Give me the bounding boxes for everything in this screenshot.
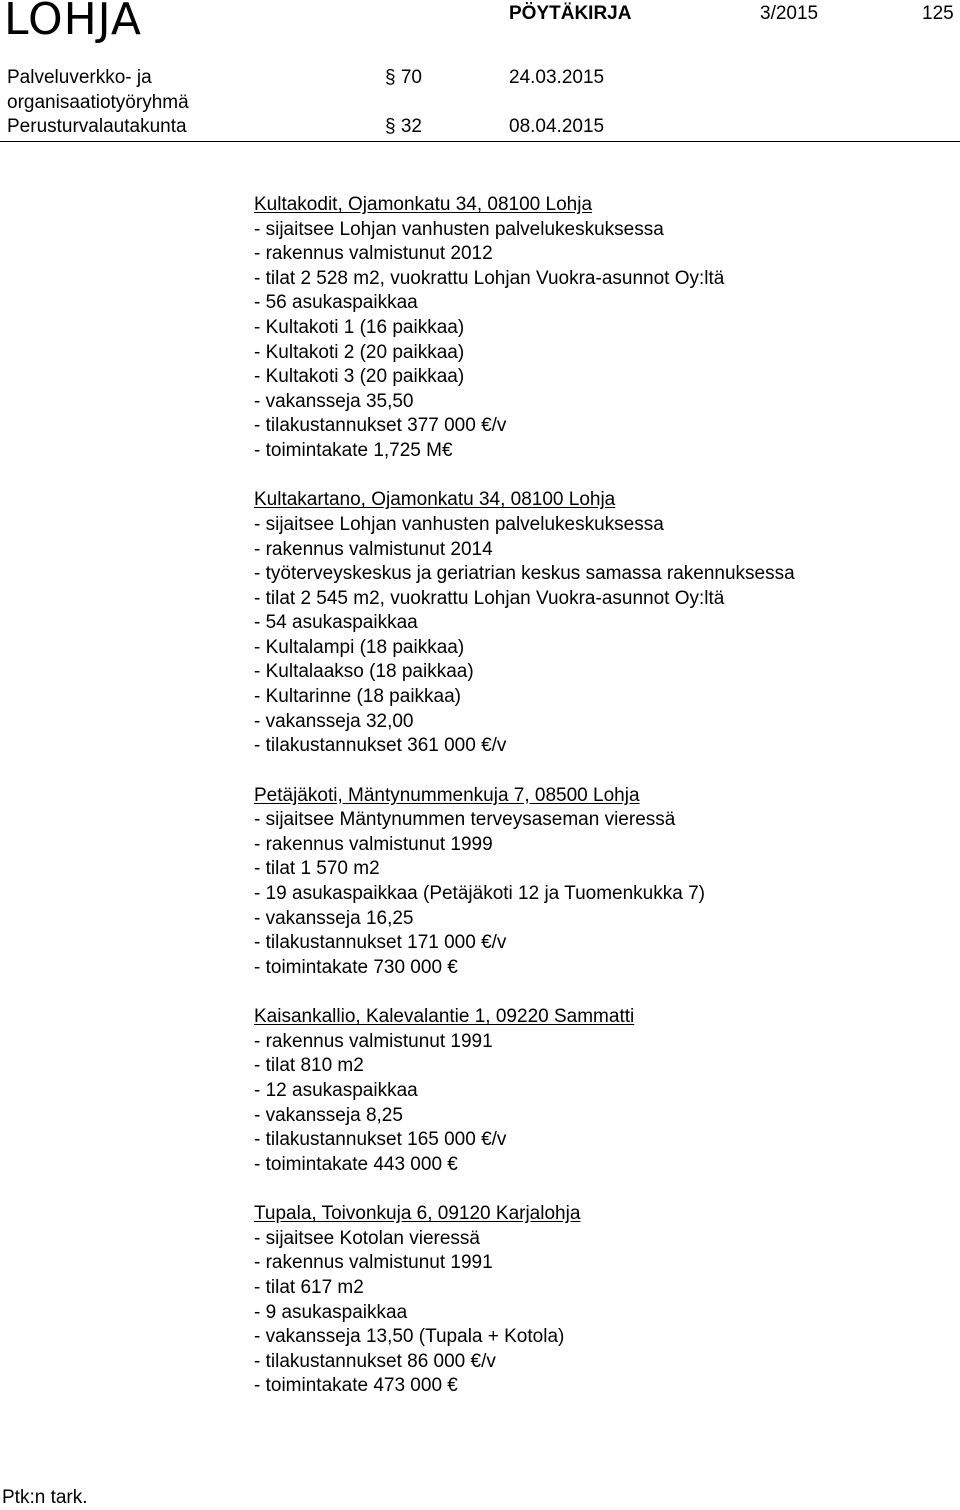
facility-detail-line: - tilat 617 m2 bbox=[254, 1276, 364, 1298]
facility-title: Kultakartano, Ojamonkatu 34, 08100 Lohja bbox=[254, 489, 616, 511]
header-logo: LOHJA bbox=[4, 0, 142, 45]
facility-detail-line: - tilakustannukset 377 000 €/v bbox=[254, 415, 507, 437]
facility-detail-line: - työterveyskeskus ja geriatrian keskus samassa rakennuksessa bbox=[254, 563, 795, 585]
facility-detail-line: - sijaitsee Kotolan vieressä bbox=[254, 1227, 480, 1249]
facility-block bbox=[254, 193, 944, 464]
facility-detail-line: - toimintakate 1,725 M€ bbox=[254, 439, 453, 461]
facility-detail-line: - toimintakate 730 000 € bbox=[254, 956, 458, 978]
facility-detail-line: - vakansseja 16,25 bbox=[254, 907, 414, 929]
facility-block bbox=[254, 1202, 944, 1399]
facility-block bbox=[254, 784, 944, 981]
facility-title: Petäjäkoti, Mäntynummenkuja 7, 08500 Lohja bbox=[254, 784, 640, 806]
facility-detail-line: - sijaitsee Lohjan vanhusten palvelukeskuksessa bbox=[254, 513, 664, 535]
facility-detail-line: - 19 asukaspaikkaa (Petäjäkoti 12 ja Tuomenkukka 7) bbox=[254, 883, 705, 905]
facility-detail-line: - rakennus valmistunut 1991 bbox=[254, 1030, 493, 1052]
facility-block bbox=[254, 488, 944, 759]
facility-detail-line: - 56 asukaspaikkaa bbox=[254, 292, 418, 314]
facility-detail-line: - vakansseja 35,50 bbox=[254, 390, 414, 412]
facility-title: Tupala, Toivonkuja 6, 09120 Karjalohja bbox=[254, 1203, 581, 1225]
facility-detail-line: - tilat 810 m2 bbox=[254, 1055, 364, 1077]
facility-title: Kaisankallio, Kalevalantie 1, 09220 Sammatti bbox=[254, 1006, 635, 1028]
facility-detail-line: - tilat 1 570 m2 bbox=[254, 858, 380, 880]
facility-detail-line: - Kultalaakso (18 paikkaa) bbox=[254, 661, 474, 683]
facility-detail-line: - tilakustannukset 361 000 €/v bbox=[254, 735, 507, 757]
facility-detail-line: - vakansseja 13,50 (Tupala + Kotola) bbox=[254, 1326, 565, 1348]
meta-section: § 70 bbox=[385, 67, 422, 88]
header-divider bbox=[0, 141, 960, 142]
facility-detail-line: - tilakustannukset 86 000 €/v bbox=[254, 1350, 496, 1372]
meta-organ: organisaatiotyöryhmä bbox=[7, 92, 189, 113]
facility-detail-line: - 54 asukaspaikkaa bbox=[254, 612, 418, 634]
facility-detail-line: - Kultakoti 1 (16 paikkaa) bbox=[254, 316, 465, 338]
facility-detail-line: - 12 asukaspaikkaa bbox=[254, 1079, 418, 1101]
meta-organ: Perusturvalautakunta bbox=[7, 116, 187, 137]
facility-detail-line: - 9 asukaspaikkaa bbox=[254, 1301, 408, 1323]
facility-detail-line: - Kultarinne (18 paikkaa) bbox=[254, 686, 461, 708]
facility-detail-line: - tilat 2 545 m2, vuokrattu Lohjan Vuokra-asunnot Oy:ltä bbox=[254, 587, 725, 609]
facility-detail-line: - rakennus valmistunut 2012 bbox=[254, 243, 493, 265]
facility-detail-line: - vakansseja 8,25 bbox=[254, 1104, 403, 1126]
meta-organ: Palveluverkko- ja bbox=[7, 67, 152, 88]
facility-detail-line: - Kultalampi (18 paikkaa) bbox=[254, 636, 465, 658]
facility-detail-line: - Kultakoti 3 (20 paikkaa) bbox=[254, 366, 465, 388]
facility-detail-line: - toimintakate 443 000 € bbox=[254, 1153, 458, 1175]
footer-note: Ptk:n tark. bbox=[2, 1487, 88, 1508]
facility-detail-line: - sijaitsee Lohjan vanhusten palvelukeskuksessa bbox=[254, 218, 664, 240]
facility-detail-line: - tilakustannukset 171 000 €/v bbox=[254, 932, 507, 954]
facility-detail-line: - tilakustannukset 165 000 €/v bbox=[254, 1129, 507, 1151]
meta-section: § 32 bbox=[385, 116, 422, 137]
facility-title: Kultakodit, Ojamonkatu 34, 08100 Lohja bbox=[254, 194, 593, 215]
page-number: 125 bbox=[922, 3, 954, 24]
meta-date: 08.04.2015 bbox=[509, 116, 605, 137]
facility-list bbox=[254, 193, 944, 1424]
facility-detail-line: - rakennus valmistunut 1991 bbox=[254, 1252, 493, 1274]
facility-block bbox=[254, 1005, 944, 1177]
facility-detail-line: - tilat 2 528 m2, vuokrattu Lohjan Vuokra-asunnot Oy:ltä bbox=[254, 267, 725, 289]
facility-detail-line: - sijaitsee Mäntynummen terveysaseman vieressä bbox=[254, 809, 676, 831]
facility-detail-line: - Kultakoti 2 (20 paikkaa) bbox=[254, 341, 465, 363]
facility-detail-line: - rakennus valmistunut 2014 bbox=[254, 538, 493, 560]
facility-detail-line: - toimintakate 473 000 € bbox=[254, 1375, 458, 1397]
document-type: PÖYTÄKIRJA bbox=[509, 3, 632, 24]
meta-date: 24.03.2015 bbox=[509, 67, 605, 88]
facility-detail-line: - rakennus valmistunut 1999 bbox=[254, 833, 493, 855]
facility-detail-line: - vakansseja 32,00 bbox=[254, 710, 414, 732]
document-number: 3/2015 bbox=[760, 3, 819, 24]
